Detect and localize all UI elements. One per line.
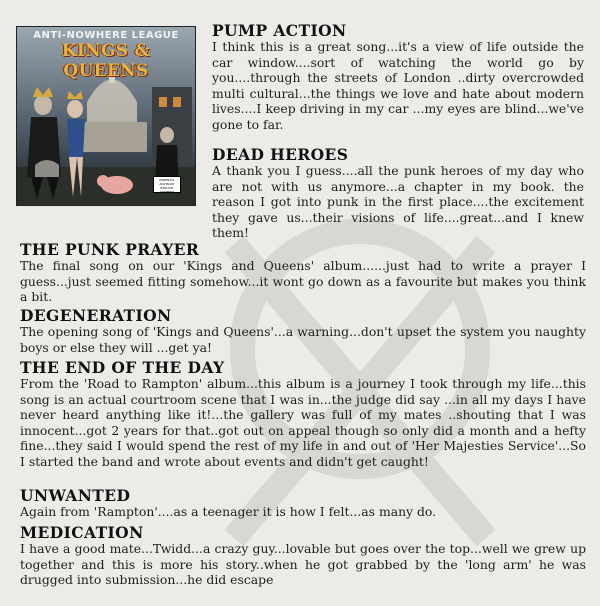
song-description: The final song on our 'Kings and Queens' album......just had to write a prayer I guess...just seemed fitting somehow...it wont go down as a favourite but makes you think a bit. [20, 258, 586, 305]
song-the-punk-prayer [20, 241, 586, 305]
song-title: PUMP ACTION [212, 21, 347, 40]
song-pump-action [212, 22, 584, 133]
song-title: MEDICATION [20, 523, 144, 542]
song-description: Again from 'Rampton'....as a teenager it is how I felt...as many do. [20, 504, 437, 519]
cover-band-name: ANTI-NOWHERE LEAGUE [33, 30, 179, 41]
song-title: THE END OF THE DAY [20, 358, 225, 377]
album-cover [16, 26, 196, 206]
song-description: A thank you I guess....all the punk heroes of my day who are not with us anymore...a chapter in my book. the reason I got into punk in the first place....the excitement they gave us...their visions of life....great...and I knew them! [212, 163, 584, 241]
song-description: I have a good mate...Twidd...a crazy guy...lovable but goes over the top...well we grew up together and this is more his story..when he got grabbed by the 'long arm' he was drugged into submission...he did escape [20, 541, 586, 588]
song-the-end-of-the-day [20, 359, 586, 470]
song-dead-heroes [212, 146, 584, 241]
song-title: THE PUNK PRAYER [20, 240, 200, 259]
song-title: UNWANTED [20, 486, 131, 505]
cover-album-title: KINGS & QUEENS [61, 41, 151, 81]
song-medication [20, 524, 586, 588]
song-description: From the 'Road to Rampton' album...this album is a journey I took through my life...this song is an actual courtroom scene that I was in...the judge did say ...in all my days I have never heard anything like it!...the gallery was full of my mates ..shouting that I was innocent...got 2 years for that..got out on appeal though so only did a month and a hefty fine...they said I would spend the rest of my life in and out of 'Her Majesties Service'...So I started the band and wrote about events and didn't get caught! [20, 376, 586, 469]
song-title: DEAD HEROES [212, 145, 349, 164]
song-description: The opening song of 'Kings and Queens'...a warning...don't upset the system you naughty boys or else they will ...get ya! [20, 324, 586, 355]
parental-advisory-label: PARENTAL ADVISORY EXPLICIT CONTENT [153, 176, 181, 193]
song-degeneration [20, 307, 586, 355]
song-title: DEGENERATION [20, 306, 172, 325]
song-description: I think this is a great song...it's a view of life outside the car window....sort of watching the world go by you....through the streets of London ..dirty overcrowded multi cultural...the things we love and hate about modern lives....I keep driving in my car ...my eyes are blind...we've gone to far. [212, 39, 584, 132]
song-unwanted [20, 487, 586, 520]
